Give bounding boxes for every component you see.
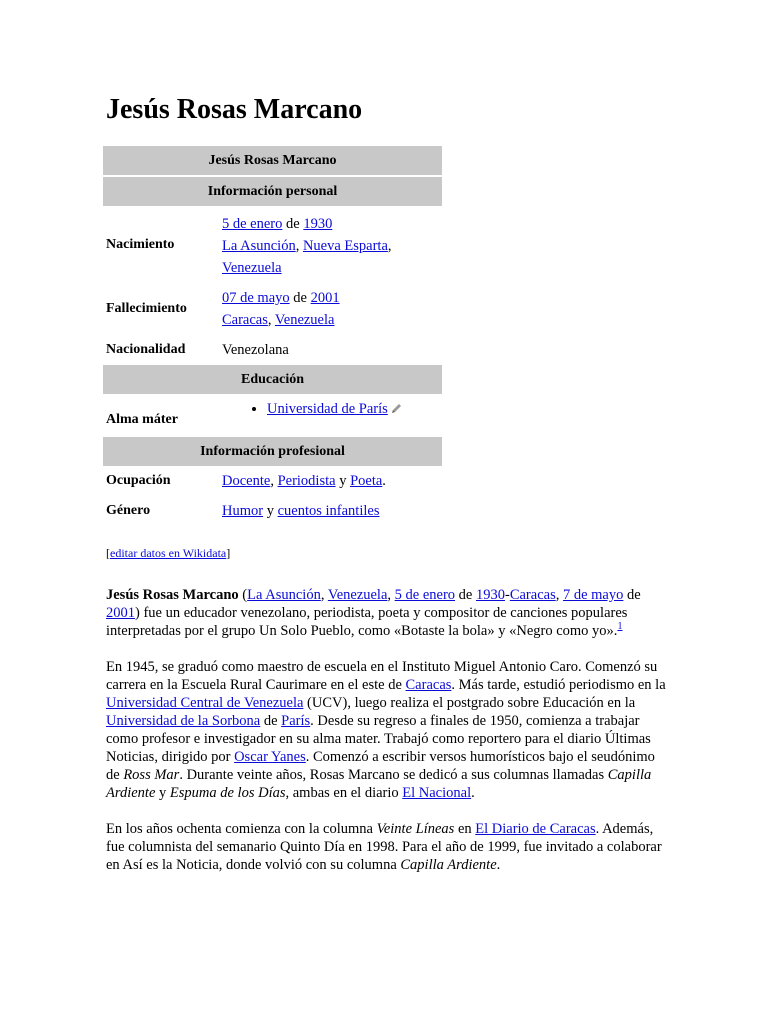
wikidata-edit-link[interactable]: editar datos en Wikidata — [110, 546, 227, 560]
death-value: 07 de mayo de 2001 Caracas, Venezuela — [222, 290, 340, 328]
text: . Durante veinte años, Rosas Marcano se dedicó a sus columnas llamadas — [179, 767, 608, 783]
paragraph-intro: Jesús Rosas Marcano (La Asunción, Venezuela, 5 de enero de 1930-Caracas, 7 de mayo de 2001) fue un educador venezolano, periodista, poeta y compositor de canciones populares interpretadas por el grupo Un Solo Pueblo, como «Botaste la bola» y «Negro como yo».$^1$ — [106, 587, 641, 639]
genre-label: Género — [106, 502, 151, 518]
occupation-link-periodista[interactable]: Periodista — [277, 472, 336, 489]
text: (UCV), luego realiza el postgrado sobre Educación en la — [303, 695, 636, 711]
birth-label: Nacimiento — [106, 236, 175, 252]
text: ) fue un educador venezolano, periodista, poeta y compositor de canciones populares interpretadas por el grupo Un Solo Pueblo, como «Botaste la bola» y «Negro como yo». — [106, 605, 628, 639]
genre-link-cuentos[interactable]: cuentos infantiles — [277, 502, 380, 519]
link-sorbona[interactable]: Universidad de la Sorbona — [106, 713, 261, 729]
link-2001[interactable]: 2001 — [106, 605, 135, 621]
alma-mater-link[interactable]: Universidad de París — [267, 401, 388, 417]
link-caracas-2[interactable]: Caracas — [405, 677, 452, 693]
link-venezuela[interactable]: Venezuela — [327, 587, 388, 603]
alma-mater-label: Alma máter — [106, 412, 178, 428]
birth-de: de — [286, 216, 300, 232]
paragraph-career — [106, 658, 666, 802]
text: de — [455, 587, 476, 603]
occupation-label: Ocupación — [106, 472, 171, 488]
text: . Comenzó a escribir versos humorísticos bajo el seudónimo de — [106, 749, 655, 783]
section-personal-heading: Información personal — [103, 177, 442, 206]
italic-text: Veinte Líneas — [376, 821, 455, 837]
link-la-asuncion[interactable]: La Asunción — [247, 587, 321, 603]
text: . Desde su regreso a finales de 1950, comienza a trabajar como profesor e investigador en su alma mater. Trabajó como reportero para el diario Últimas Noticias, dirigido por — [106, 713, 651, 765]
genre-link-humor[interactable]: Humor — [222, 502, 264, 519]
infobox-header: Jesús Rosas Marcano — [103, 146, 442, 175]
text: En los años ochenta comienza con la columna — [106, 821, 377, 837]
conjunction: y — [339, 472, 347, 489]
birth-day-link[interactable]: 5 de enero — [222, 216, 283, 232]
conjunction: y — [266, 502, 274, 519]
reference-link[interactable]: 1 — [617, 621, 623, 633]
birth-year-link[interactable]: 1930 — [303, 216, 333, 232]
separator: , — [270, 472, 274, 489]
death-year-link[interactable]: 2001 — [310, 290, 340, 306]
death-city-link[interactable]: Caracas — [222, 312, 268, 328]
text: en — [454, 821, 476, 837]
paragraph-later — [106, 820, 666, 874]
wikidata-edit — [106, 546, 230, 561]
link-paris[interactable]: París — [281, 713, 311, 729]
article-body — [106, 586, 666, 892]
link-ucv[interactable]: Universidad Central de Venezuela — [106, 695, 304, 711]
pencil-icon[interactable] — [391, 399, 402, 421]
infobox — [103, 146, 442, 526]
text: . — [496, 857, 501, 873]
nationality-label: Nacionalidad — [106, 342, 186, 357]
page-title: Jesús Rosas Marcano — [106, 94, 363, 125]
occupation-link-docente[interactable]: Docente — [222, 472, 271, 489]
italic-text: Capilla Ardiente — [106, 767, 652, 801]
link-7-mayo[interactable]: 7 de mayo — [562, 587, 624, 603]
text: . — [471, 785, 475, 801]
link-oscar-yanes[interactable]: Oscar Yanes — [234, 749, 306, 765]
section-education-heading: Educación — [103, 365, 442, 394]
death-de: de — [293, 290, 307, 306]
birth-city-link[interactable]: La Asunción — [222, 238, 296, 254]
link-diario-caracas[interactable]: El Diario de Caracas — [475, 821, 596, 837]
death-label: Fallecimiento — [106, 301, 187, 316]
section-professional-heading: Información profesional — [103, 437, 442, 466]
italic-text: Ross Mar — [123, 767, 180, 783]
bracket-open: [ — [106, 546, 110, 560]
subject-name: Jesús Rosas Marcano — [106, 587, 239, 603]
text: , ambas en el diario — [285, 785, 403, 801]
bracket-close: ] — [226, 546, 231, 560]
text: . Más tarde, estudió periodismo en la — [451, 677, 666, 693]
occupation-link-poeta[interactable]: Poeta — [350, 472, 383, 489]
alma-mater-value — [219, 394, 442, 437]
list-item — [267, 398, 442, 421]
italic-text: Espuma de los Días — [169, 785, 286, 801]
period: . — [382, 472, 386, 489]
link-el-nacional[interactable]: El Nacional — [402, 785, 472, 801]
link-caracas[interactable]: Caracas — [509, 587, 556, 603]
text: . Además, fue columnista del semanario Quinto Día en 1998. Para el año de 1999, fue invitado a colaborar en Así es la Noticia, donde volvió con su columna — [106, 821, 662, 873]
italic-text: Capilla Ardiente — [400, 857, 497, 873]
death-day-link[interactable]: 07 de mayo — [222, 290, 290, 306]
nationality-value: Venezolana — [222, 342, 289, 358]
link-1930[interactable]: 1930 — [475, 587, 505, 603]
alma-mater-list — [222, 398, 442, 421]
text: y — [155, 785, 170, 801]
text: de — [627, 587, 641, 603]
birth-value: 5 de enero de 1930 La Asunción, Nueva Esparta, Venezuela — [222, 216, 392, 276]
birth-country-link[interactable]: Venezuela — [222, 260, 282, 276]
occupation-value — [219, 466, 442, 496]
birth-state-link[interactable]: Nueva Esparta — [302, 238, 388, 254]
death-country-link[interactable]: Venezuela — [274, 312, 335, 328]
genre-value — [219, 496, 442, 526]
text: de — [260, 713, 282, 729]
link-5-enero[interactable]: 5 de enero — [394, 587, 456, 603]
text: En 1945, se graduó como maestro de escuela en el Instituto Miguel Antonio Caro. Comenzó su carrera en la Escuela Rural Caurimare en el este de — [106, 659, 658, 693]
text: ( — [238, 587, 248, 603]
